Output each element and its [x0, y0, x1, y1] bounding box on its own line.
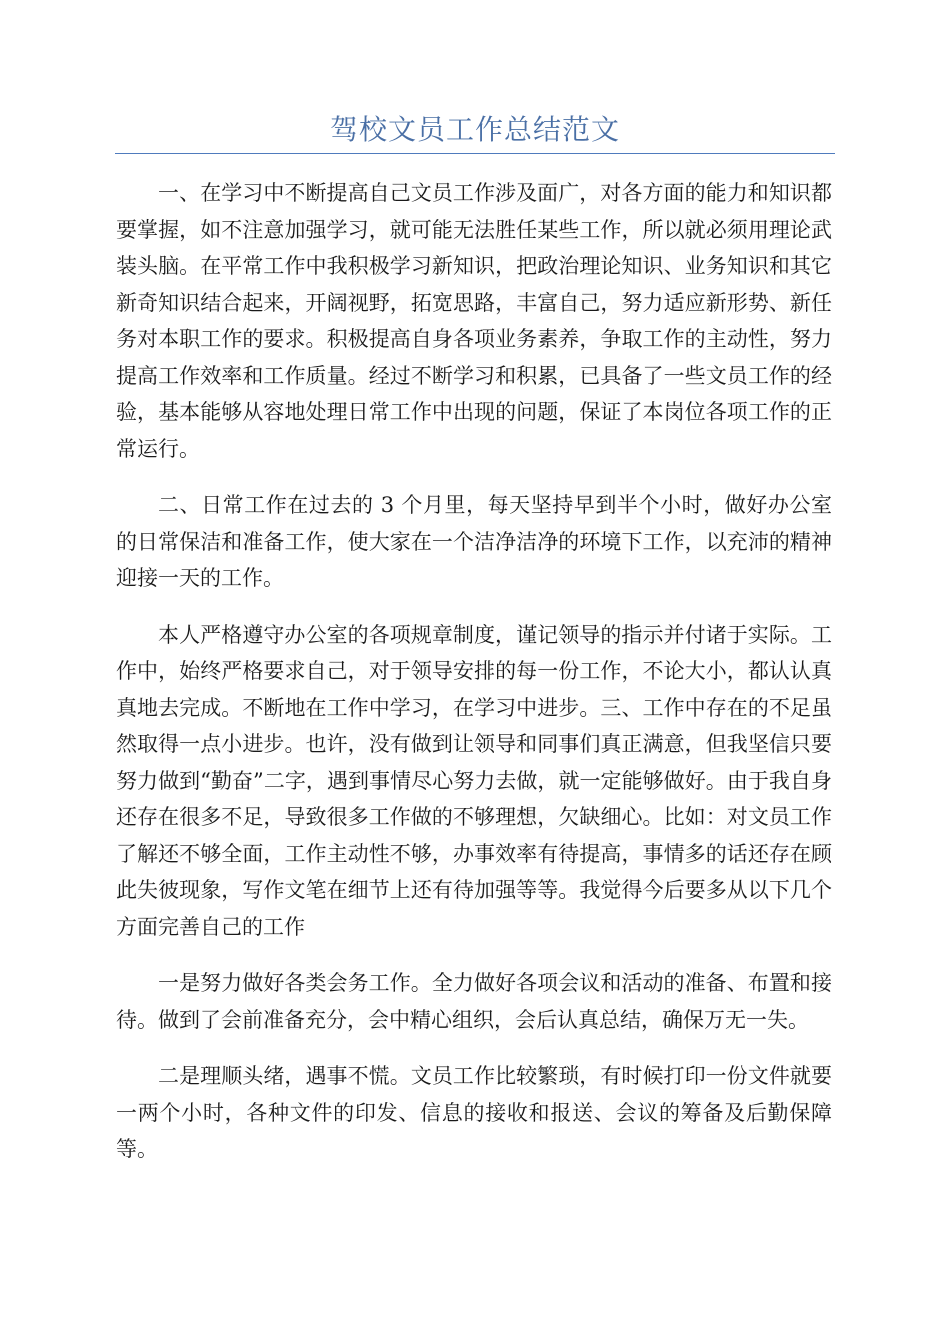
paragraph-2: 二、日常工作在过去的 3 个月里，每天坚持早到半个小时，做好办公室的日常保洁和准备工作，使大家在一个洁净洁净的环境下工作，以充沛的精神迎接一天的工作。 [116, 493, 832, 590]
document-body [116, 175, 832, 1188]
paragraph-3: 本人严格遵守办公室的各项规章制度，谨记领导的指示并付诸于实际。工作中，始终严格要求自己，对于领导安排的每一份工作，不论大小，都认认真真地去完成。不断地在工作中学习，在学习中进步。三、工作中存在的不足虽然取得一点小进步。也许，没有做到让领导和同事们真正满意，但我坚信只要努力做到“勤奋”二字，遇到事情尽心努力去做，就一定能够做好。由于我自身还存在很多不足，导致很多工作做的不够理想，欠缺细心。比如：对文员工作了解还不够全面，工作主动性不够，办事效率有待提高，事情多的话还存在顾此失彼现象，写作文笔在细节上还有待加强等等。我觉得今后要多从以下几个方面完善自己的工作 [116, 622, 832, 939]
document-title: 驾校文员工作总结范文 [329, 113, 620, 146]
paragraph-1: 一、在学习中不断提高自己文员工作涉及面广，对各方面的能力和知识都要掌握，如不注意加强学习，就可能无法胜任某些工作，所以就必须用理论武装头脑。在平常工作中我积极学习新知识，把政治理论知识、业务知识和其它新奇知识结合起来，开阔视野，拓宽思路，丰富自己，努力适应新形势、新任务对本职工作的要求。积极提高自身各项业务素养，争取工作的主动性，努力提高工作效率和工作质量。经过不断学习和积累，已具备了一些文员工作的经验，基本能够从容地处理日常工作中出现的问题，保证了本岗位各项工作的正常运行。 [116, 181, 832, 461]
paragraph-5: 二是理顺头绪，遇事不慌。文员工作比较繁琐，有时候打印一份文件就要一两个小时，各种文件的印发、信息的接收和报送、会议的筹备及后勤保障等。 [116, 1064, 832, 1161]
paragraph-4: 一是努力做好各类会务工作。全力做好各项会议和活动的准备、布置和接待。做到了会前准备充分，会中精心组织，会后认真总结，确保万无一失。 [116, 971, 832, 1032]
title-underline [115, 153, 835, 154]
